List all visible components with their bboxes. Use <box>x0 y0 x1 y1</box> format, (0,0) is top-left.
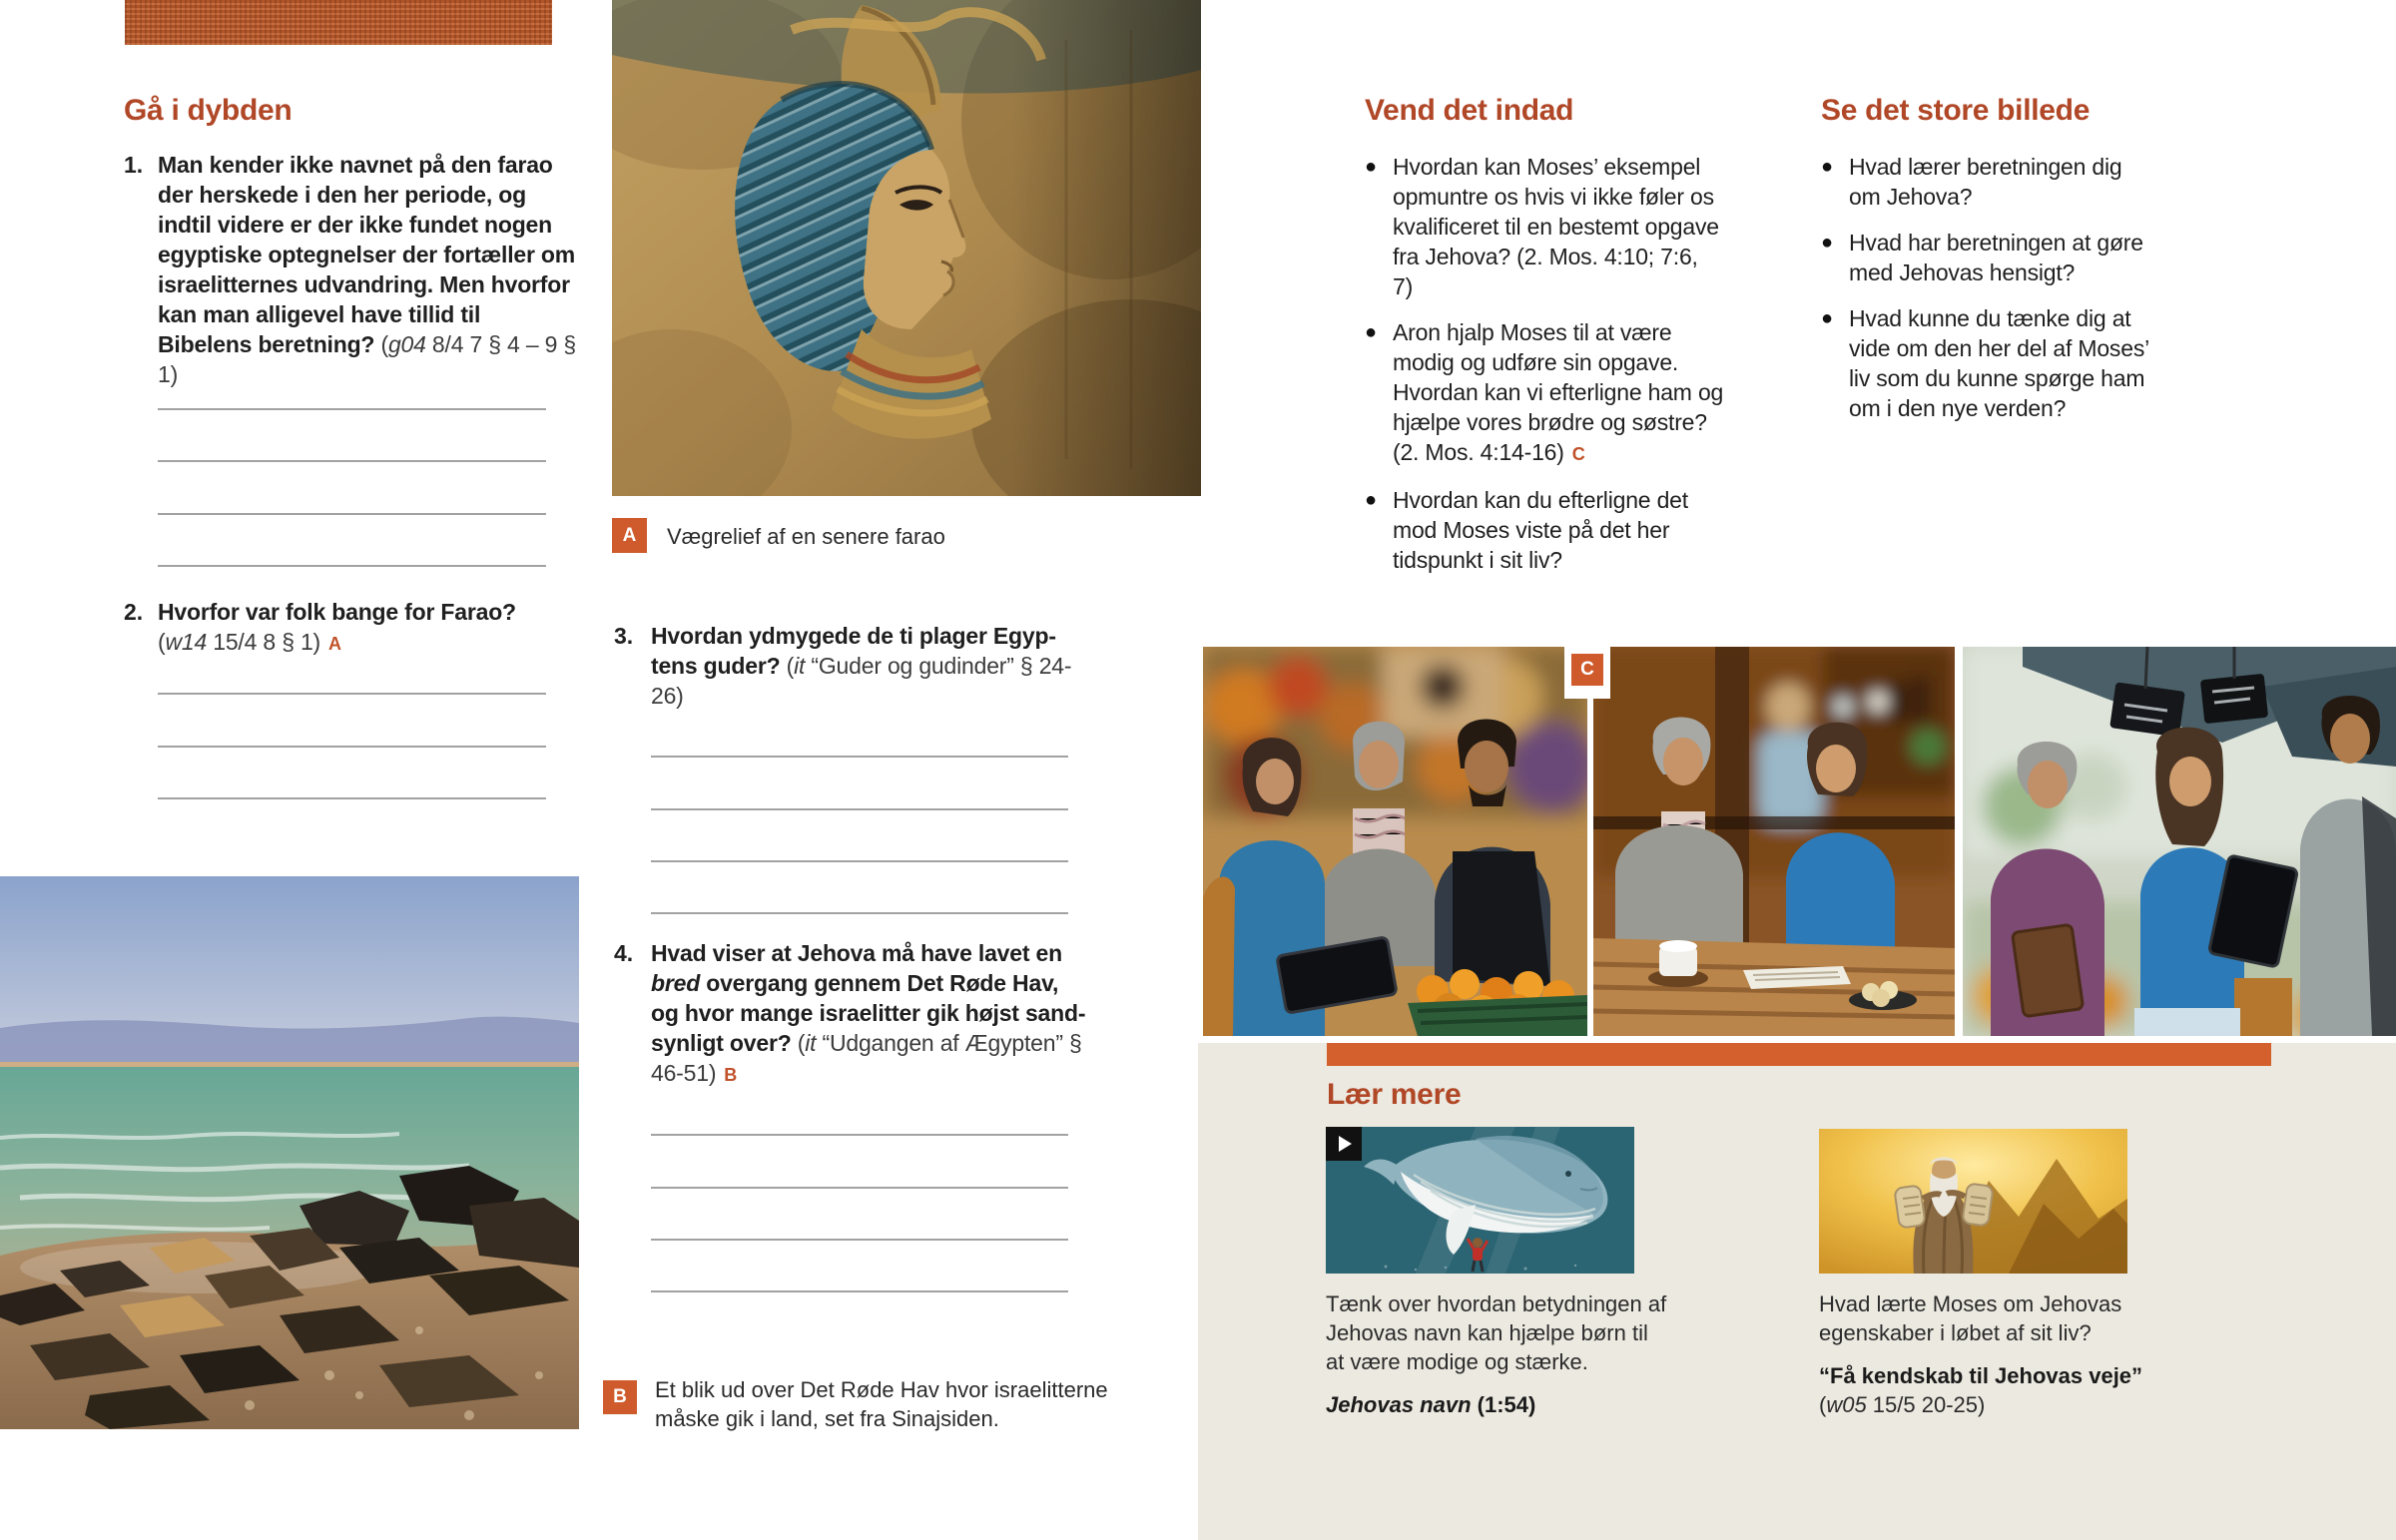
answer-line[interactable] <box>158 797 546 799</box>
market-scene-1-art <box>1203 647 1587 1036</box>
section-heading-se-det-store-billede: Se det store billede <box>1821 94 2091 127</box>
question-text: Hvorfor var folk bange for Farao? (w14 15/4 8 § 1) A <box>158 599 516 655</box>
answer-line[interactable] <box>158 460 546 462</box>
answer-line[interactable] <box>651 1290 1068 1292</box>
caption-label-a <box>612 518 647 553</box>
bullet-icon: ● <box>1365 489 1378 511</box>
section-heading-laer-mere: Lær mere <box>1327 1078 1462 1111</box>
image-marker-a: A <box>328 634 343 654</box>
question-number: 3. <box>614 623 634 649</box>
answer-line[interactable] <box>158 565 546 567</box>
section-heading-go-deeper: Gå i dybden <box>124 94 293 127</box>
video-item-text <box>1326 1289 1670 1419</box>
vend-det-indad-list <box>1365 152 1729 575</box>
article-description: Hvad lærte Moses om Jehovas egenskaber i løbet af sit liv? <box>1819 1291 2122 1345</box>
list-item: ● Hvad har beretningen at gøre med Jehovas hensigt? <box>1821 230 2143 285</box>
section-heading-vend-det-indad: Vend det indad <box>1365 94 1574 127</box>
answer-line[interactable] <box>651 912 1068 914</box>
answer-line[interactable] <box>651 756 1068 758</box>
answer-line[interactable] <box>651 860 1068 862</box>
answer-line[interactable] <box>158 513 546 515</box>
answer-line[interactable] <box>651 1187 1068 1189</box>
video-thumbnail-jehovas-navn[interactable] <box>1326 1127 1634 1274</box>
answer-line[interactable] <box>158 408 546 410</box>
list-item-text: Aron hjalp Moses til at være modig og udføre sin opgave. Hvordan kan vi efterligne ham og hjælpe vores brødre og søstre? (2. Mos. 4:14-16) C <box>1393 319 1724 465</box>
question-text: Hvad viser at Jehova må have lavet en bred overgang gennem Det Røde Hav, og hvor mange israelitter gik højst sandsynligt over? (it “Udgangen af Ægypten” § 46-51) B <box>651 940 1086 1086</box>
cafe-photo-2 <box>1593 647 1955 1036</box>
answer-line[interactable] <box>158 746 546 748</box>
list-item: ● Hvordan kan du efterligne det mod Moses viste på det her tidspunkt i sit liv? <box>1365 487 1688 573</box>
image-marker-c: C <box>1571 444 1586 464</box>
answer-line[interactable] <box>651 808 1068 810</box>
article-reference: (w05 15/5 20-25) <box>1819 1392 1986 1417</box>
answer-line[interactable] <box>651 1134 1068 1136</box>
list-item: ● Hvordan kan Moses’ eksempel opmuntre os hvis vi ikke føler os kvalificeret til en bestemt opgave fra Jehova? (2. Mos. 4:10; 7:6, 7) <box>1365 154 1719 299</box>
question-number: 2. <box>124 599 144 625</box>
question-number: 1. <box>124 152 144 178</box>
caption-a-text: Vægrelief af en senere farao <box>667 524 945 549</box>
caption-letter: A <box>622 524 637 546</box>
pharaoh-relief-art <box>612 0 1201 496</box>
image-marker-b: B <box>724 1065 739 1085</box>
market-scene-3-art <box>1963 647 2396 1036</box>
list-item <box>1365 317 1729 469</box>
article-title: “Få kendskab til Jehovas veje” <box>1819 1363 2143 1388</box>
play-icon <box>1339 1136 1352 1152</box>
play-button[interactable] <box>1326 1127 1362 1161</box>
bullet-icon: ● <box>1365 321 1378 343</box>
question-text: Man kender ikke navnet på den farao der herskede i den her periode, og indtil videre er der ikke fundet nogen egyptiske optegnelser der fortæller om israelitternes udvandring. Men hvorfor kan man alligevel have tillid til Bibelens beretning? (g04 8/4 7 § 4 – 9 § 1) <box>158 152 576 387</box>
market-photo-3 <box>1963 647 2396 1036</box>
answer-line[interactable] <box>651 1239 1068 1241</box>
video-title: Jehovas navn (1:54) <box>1326 1392 1536 1417</box>
question-1 <box>124 150 583 389</box>
bullet-icon: ● <box>1821 156 1834 178</box>
answer-line[interactable] <box>158 693 546 695</box>
list-item: ● Hvad lærer beretningen dig om Jehova? <box>1821 154 2122 210</box>
list-item: ● Hvad kunne du tænke dig at vide om den her del af Moses’ liv som du kunne spørge ham om i den nye verden? <box>1821 305 2149 421</box>
caption-b-text: Et blik ud over Det Røde Hav hvor israelitterne måske gik i land, set fra Sinajsiden. <box>655 1377 1108 1431</box>
bullet-icon: ● <box>1821 232 1834 254</box>
caption-letter: B <box>613 1386 627 1407</box>
question-text: Hvordan ydmygede de ti plager Egyptens guder? (it “Guder og gudinder” § 24-26) <box>651 623 1072 709</box>
whale-illustration <box>1326 1127 1634 1274</box>
article-item-text <box>1819 1289 2173 1419</box>
red-sea-photo <box>0 876 579 1429</box>
bullet-icon: ● <box>1365 156 1378 178</box>
red-sea-art <box>0 876 579 1429</box>
orange-divider-bar <box>1327 1043 2271 1066</box>
moses-illustration <box>1819 1129 2127 1274</box>
cafe-scene-art <box>1593 647 1955 1036</box>
caption-letter: C <box>1580 659 1594 680</box>
article-thumbnail-moses[interactable] <box>1819 1129 2127 1274</box>
caption-label-c <box>1571 654 1603 686</box>
video-description: Tænk over hvordan betydningen af Jehovas navn kan hjælpe børn til at være modige og stærke. <box>1326 1291 1667 1374</box>
question-2 <box>124 597 583 659</box>
question-number: 4. <box>614 940 634 966</box>
orange-texture-band <box>125 0 552 45</box>
market-photo-1 <box>1203 647 1587 1036</box>
caption-label-b <box>603 1380 637 1414</box>
pharaoh-relief-image <box>612 0 1201 496</box>
question-3 <box>614 621 1093 711</box>
question-4 <box>614 938 1093 1090</box>
bullet-icon: ● <box>1821 307 1834 329</box>
se-det-store-billede-list <box>1821 152 2160 423</box>
